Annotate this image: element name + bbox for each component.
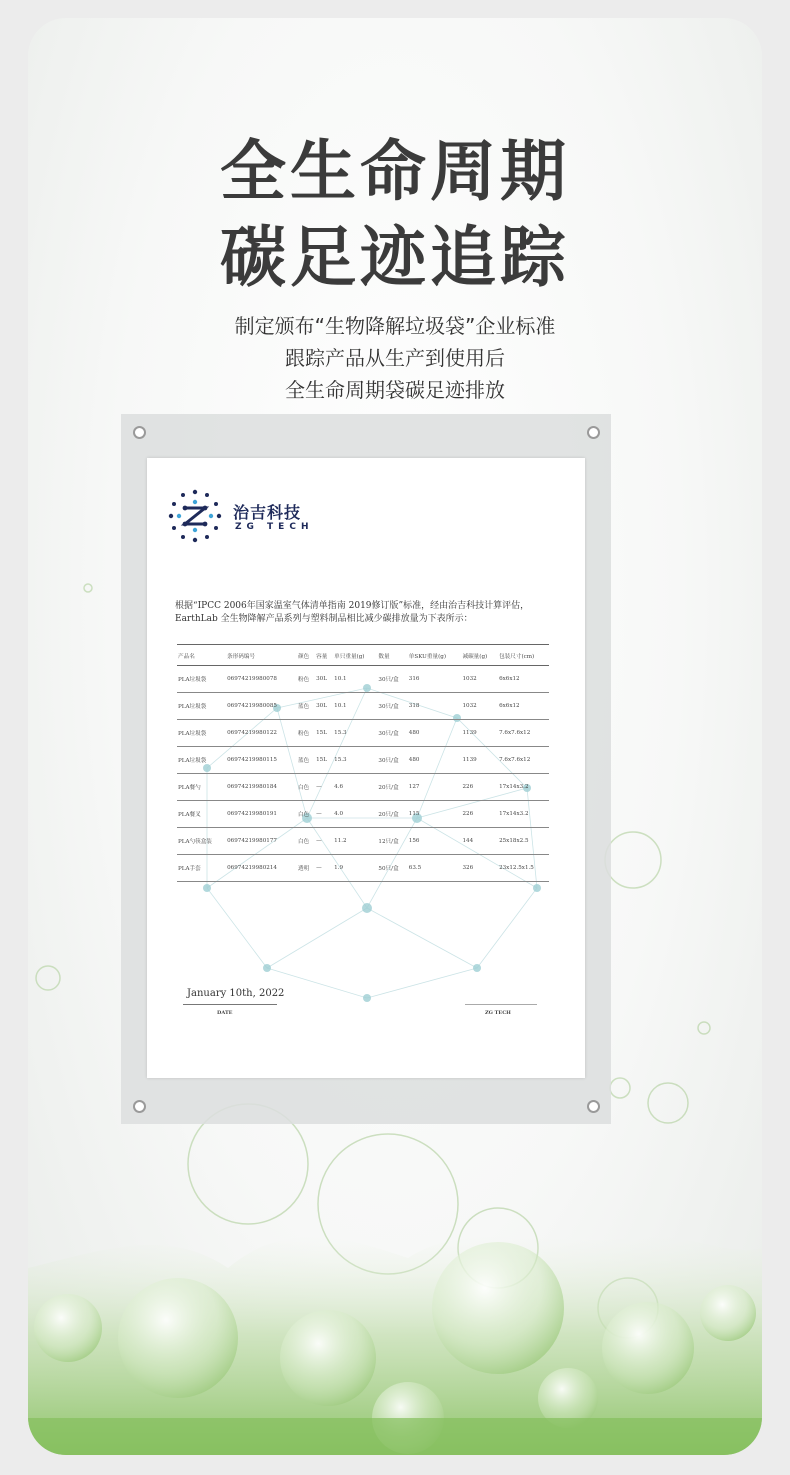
table-cell: 6x6x12 xyxy=(498,693,549,720)
table-cell: 10.1 xyxy=(333,693,377,720)
table-cell: 50只/盒 xyxy=(377,855,407,882)
issue-date: January 10th, 2022 xyxy=(187,988,285,999)
table-cell: PLA餐勺 xyxy=(177,774,226,801)
table-cell: 15L xyxy=(315,747,333,774)
table-header-cell: 单只重量(g) xyxy=(333,645,377,666)
intro-paragraph: 根据“IPCC 2006年国家温室气体清单指南 2019修订版”标准，经由治吉科技计算评估，EarthLab 全生物降解产品系列与塑料制品相比减少碳排放量为下表所示： xyxy=(175,601,530,624)
title-line-2: 碳足迹追踪 xyxy=(220,219,570,296)
table-cell: PLA垃圾袋 xyxy=(177,666,226,693)
table-cell: 20只/盒 xyxy=(377,774,407,801)
table-cell: 06974219980122 xyxy=(226,720,297,747)
title-line-1: 全生命周期 xyxy=(220,133,570,210)
table-cell: PLA手套 xyxy=(177,855,226,882)
table-cell: 226 xyxy=(461,774,498,801)
table-header-cell: 条形码编号 xyxy=(226,645,297,666)
table-cell: 25x18x2.5 xyxy=(498,828,549,855)
table-row xyxy=(177,693,549,720)
table-cell: 115 xyxy=(408,801,462,828)
table-header-cell: 容量 xyxy=(315,645,333,666)
table-cell: 06974219980191 xyxy=(226,801,297,828)
table-cell: 7.6x7.6x12 xyxy=(498,720,549,747)
table-header-cell: 包装尺寸(cm) xyxy=(498,645,549,666)
date-caption: DATE xyxy=(217,1010,233,1016)
table-cell: 15.3 xyxy=(333,720,377,747)
table-cell: 480 xyxy=(408,720,462,747)
table-cell: — xyxy=(315,828,333,855)
table-cell: 226 xyxy=(461,801,498,828)
table-cell: PLA垃圾袋 xyxy=(177,720,226,747)
table-cell: 30只/盒 xyxy=(377,720,407,747)
table-cell: 30只/盒 xyxy=(377,666,407,693)
screw-icon xyxy=(587,426,600,439)
subtitle-line-1: 制定颁布“生物降解垃圾袋”企业标准 xyxy=(234,314,556,338)
table-cell: — xyxy=(315,855,333,882)
table-cell: 6x6x12 xyxy=(498,666,549,693)
table-cell: 粉色 xyxy=(297,720,315,747)
table-cell: 318 xyxy=(408,693,462,720)
screw-icon xyxy=(133,1100,146,1113)
zg-logo-icon xyxy=(165,486,225,546)
table-cell: 1032 xyxy=(461,693,498,720)
table-cell: — xyxy=(315,801,333,828)
table-cell: 06974219980177 xyxy=(226,828,297,855)
table-header-cell: 减碳量(g) xyxy=(461,645,498,666)
table-cell: 144 xyxy=(461,828,498,855)
signature-underline xyxy=(465,1004,537,1005)
screw-icon xyxy=(133,426,146,439)
table-cell: 156 xyxy=(408,828,462,855)
screw-icon xyxy=(587,1100,600,1113)
table-cell: 白色 xyxy=(297,828,315,855)
table-row xyxy=(177,666,549,693)
table-cell: 12只/盒 xyxy=(377,828,407,855)
table-header-cell: 颜色 xyxy=(297,645,315,666)
date-underline xyxy=(183,1004,277,1005)
subtitle-line-3: 全生命周期袋碳足迹排放 xyxy=(285,378,505,402)
table-row xyxy=(177,801,549,828)
table-cell: 326 xyxy=(461,855,498,882)
table-cell: 23x12.5x1.5 xyxy=(498,855,549,882)
table-cell: — xyxy=(315,774,333,801)
table-cell: 1.9 xyxy=(333,855,377,882)
logo-english-name: ZG TECH xyxy=(235,522,314,532)
table-cell: 20只/盒 xyxy=(377,801,407,828)
table-cell: 06974219980085 xyxy=(226,693,297,720)
table-cell: 06974219980078 xyxy=(226,666,297,693)
table-cell: 480 xyxy=(408,747,462,774)
table-cell: 30只/盒 xyxy=(377,693,407,720)
table-row xyxy=(177,747,549,774)
table-cell: 白色 xyxy=(297,774,315,801)
table-cell: PLA勺筷盒装 xyxy=(177,828,226,855)
table-row xyxy=(177,855,549,882)
table-cell: 06974219980115 xyxy=(226,747,297,774)
table-cell: 粉色 xyxy=(297,666,315,693)
table-cell: 11.2 xyxy=(333,828,377,855)
table-cell: 1139 xyxy=(461,747,498,774)
logo-chinese-name: 治吉科技 xyxy=(233,503,302,522)
table-cell: 4.6 xyxy=(333,774,377,801)
table-cell: 30只/盒 xyxy=(377,747,407,774)
subtitle-line-2: 跟踪产品从生产到使用后 xyxy=(285,346,505,370)
table-cell: PLA垃圾袋 xyxy=(177,747,226,774)
table-cell: 蓝色 xyxy=(297,747,315,774)
table-cell: PLA餐叉 xyxy=(177,801,226,828)
table-header-row xyxy=(177,645,549,666)
table-cell: 透明 xyxy=(297,855,315,882)
table-cell: 63.5 xyxy=(408,855,462,882)
certificate-document xyxy=(147,458,585,1078)
table-cell: 蓝色 xyxy=(297,693,315,720)
table-cell: 15.3 xyxy=(333,747,377,774)
table-row xyxy=(177,774,549,801)
table-cell: 1032 xyxy=(461,666,498,693)
table-cell: 4.0 xyxy=(333,801,377,828)
table-row xyxy=(177,828,549,855)
table-header-cell: 产品名 xyxy=(177,645,226,666)
table-cell: 1139 xyxy=(461,720,498,747)
table-cell: 17x14x3.2 xyxy=(498,801,549,828)
water-splash-image xyxy=(28,1098,762,1455)
table-cell: 06974219980214 xyxy=(226,855,297,882)
table-cell: 127 xyxy=(408,774,462,801)
table-cell: 316 xyxy=(408,666,462,693)
table-header-cell: 单SKU重量(g) xyxy=(408,645,462,666)
signature-caption: ZG TECH xyxy=(485,1010,511,1016)
table-row xyxy=(177,720,549,747)
table-cell: 10.1 xyxy=(333,666,377,693)
table-cell: 白色 xyxy=(297,801,315,828)
table-header-cell: 数量 xyxy=(377,645,407,666)
carbon-table xyxy=(177,644,549,882)
table-cell: 15L xyxy=(315,720,333,747)
table-cell: PLA垃圾袋 xyxy=(177,693,226,720)
table-cell: 30L xyxy=(315,666,333,693)
company-logo xyxy=(165,486,325,546)
table-cell: 17x14x3.2 xyxy=(498,774,549,801)
table-cell: 30L xyxy=(315,693,333,720)
table-cell: 7.6x7.6x12 xyxy=(498,747,549,774)
table-cell: 06974219980184 xyxy=(226,774,297,801)
